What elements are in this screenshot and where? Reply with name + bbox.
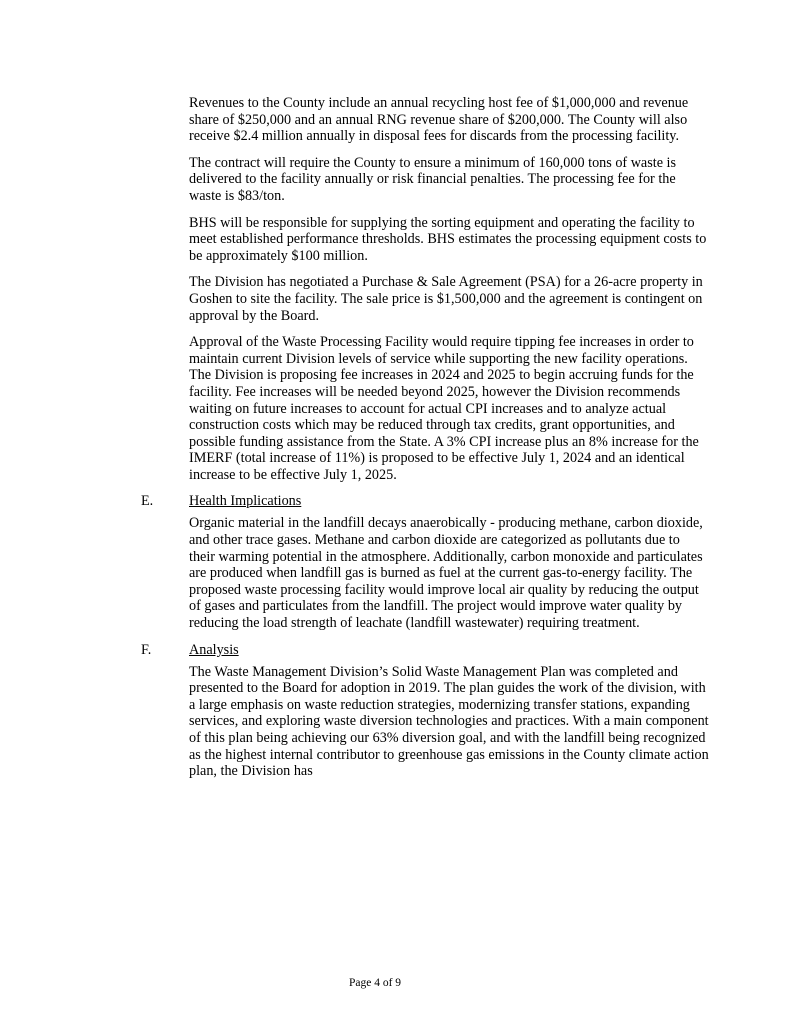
paragraph-psa: The Division has negotiated a Purchase & Sale Agreement (PSA) for a 26-acre property in Goshen to site the facility. The sale price is $1,500,000 and the agreement is contingent on approval by the Board. [189, 274, 703, 324]
section-heading [141, 493, 709, 515]
section-heading [141, 641, 709, 664]
section-title: Health Implications [189, 493, 302, 510]
paragraph-contract: The contract will require the County to ensure a minimum of 160,000 tons of waste is delivered to the facility annually or risk financial penalties. The processing fee for the waste is $83/ton. [189, 154, 677, 204]
paragraph-analysis: The Waste Management Division’s Solid Waste Management Plan was completed and presented to the Board for adoption in 2019. The plan guides the work of the division, with a large emphasis on waste reduction strategies, modernizing transfer stations, expanding services, and exploring waste diversion technologies and practices. With a main component of this plan being achieving our 63% diversion goal, and with the landfill being recognized as the highest internal contributor to greenhouse gas emissions in the County climate action plan, the Division has [189, 663, 709, 780]
section-letter: F. [141, 641, 152, 658]
section-title: Analysis [189, 641, 239, 658]
section-analysis [141, 641, 709, 780]
section-letter: E. [141, 493, 154, 510]
paragraph-health: Organic material in the landfill decays anaerobically - producing methane, carbon dioxide, and other trace gases. Methane and carbon dioxide are categorized as pollutants due to their warming potential in the atmosphere. Additionally, carbon monoxide and particulates are produced when landfill gas is burned as fuel at the current gas-to-energy facility. The proposed waste processing facility would improve local air quality by reducing the output of gases and particulates from the landfill. The project would improve water quality by reducing the load strength of leachate (landfill wastewater) requiring treatment. [189, 515, 703, 632]
section-health-implications [141, 493, 709, 632]
paragraph-revenues: Revenues to the County include an annual recycling host fee of $1,000,000 and revenue share of $250,000 and an annual RNG revenue share of $200,000. The County will also receive $2.4 million annually in disposal fees for discards from the processing facility. [189, 95, 689, 145]
document-body [141, 95, 709, 790]
paragraph-bhs: BHS will be responsible for supplying the sorting equipment and operating the facility to meet established performance thresholds. BHS estimates the processing equipment costs to be approximately $100 million. [189, 214, 707, 264]
paragraph-tipping-fee: Approval of the Waste Processing Facility would require tipping fee increases in order to maintain current Division levels of service while supporting the new facility operations. The Division is proposing fee increases in 2024 and 2025 to begin accruing funds for the facility. Fee increases will be needed beyond 2025, however the Division recommends waiting on future increases to account for actual CPI increases and to analyze actual construction costs which may be reduced through tax credits, grant opportunities, and possible funding assistance from the State. A 3% CPI increase plus an 8% increase for the IMERF (total increase of 11%) is proposed to be effective July 1, 2024 and an identical increase to be effective July 1, 2025. [189, 334, 699, 483]
page-number: Page 4 of 9 [348, 977, 402, 989]
